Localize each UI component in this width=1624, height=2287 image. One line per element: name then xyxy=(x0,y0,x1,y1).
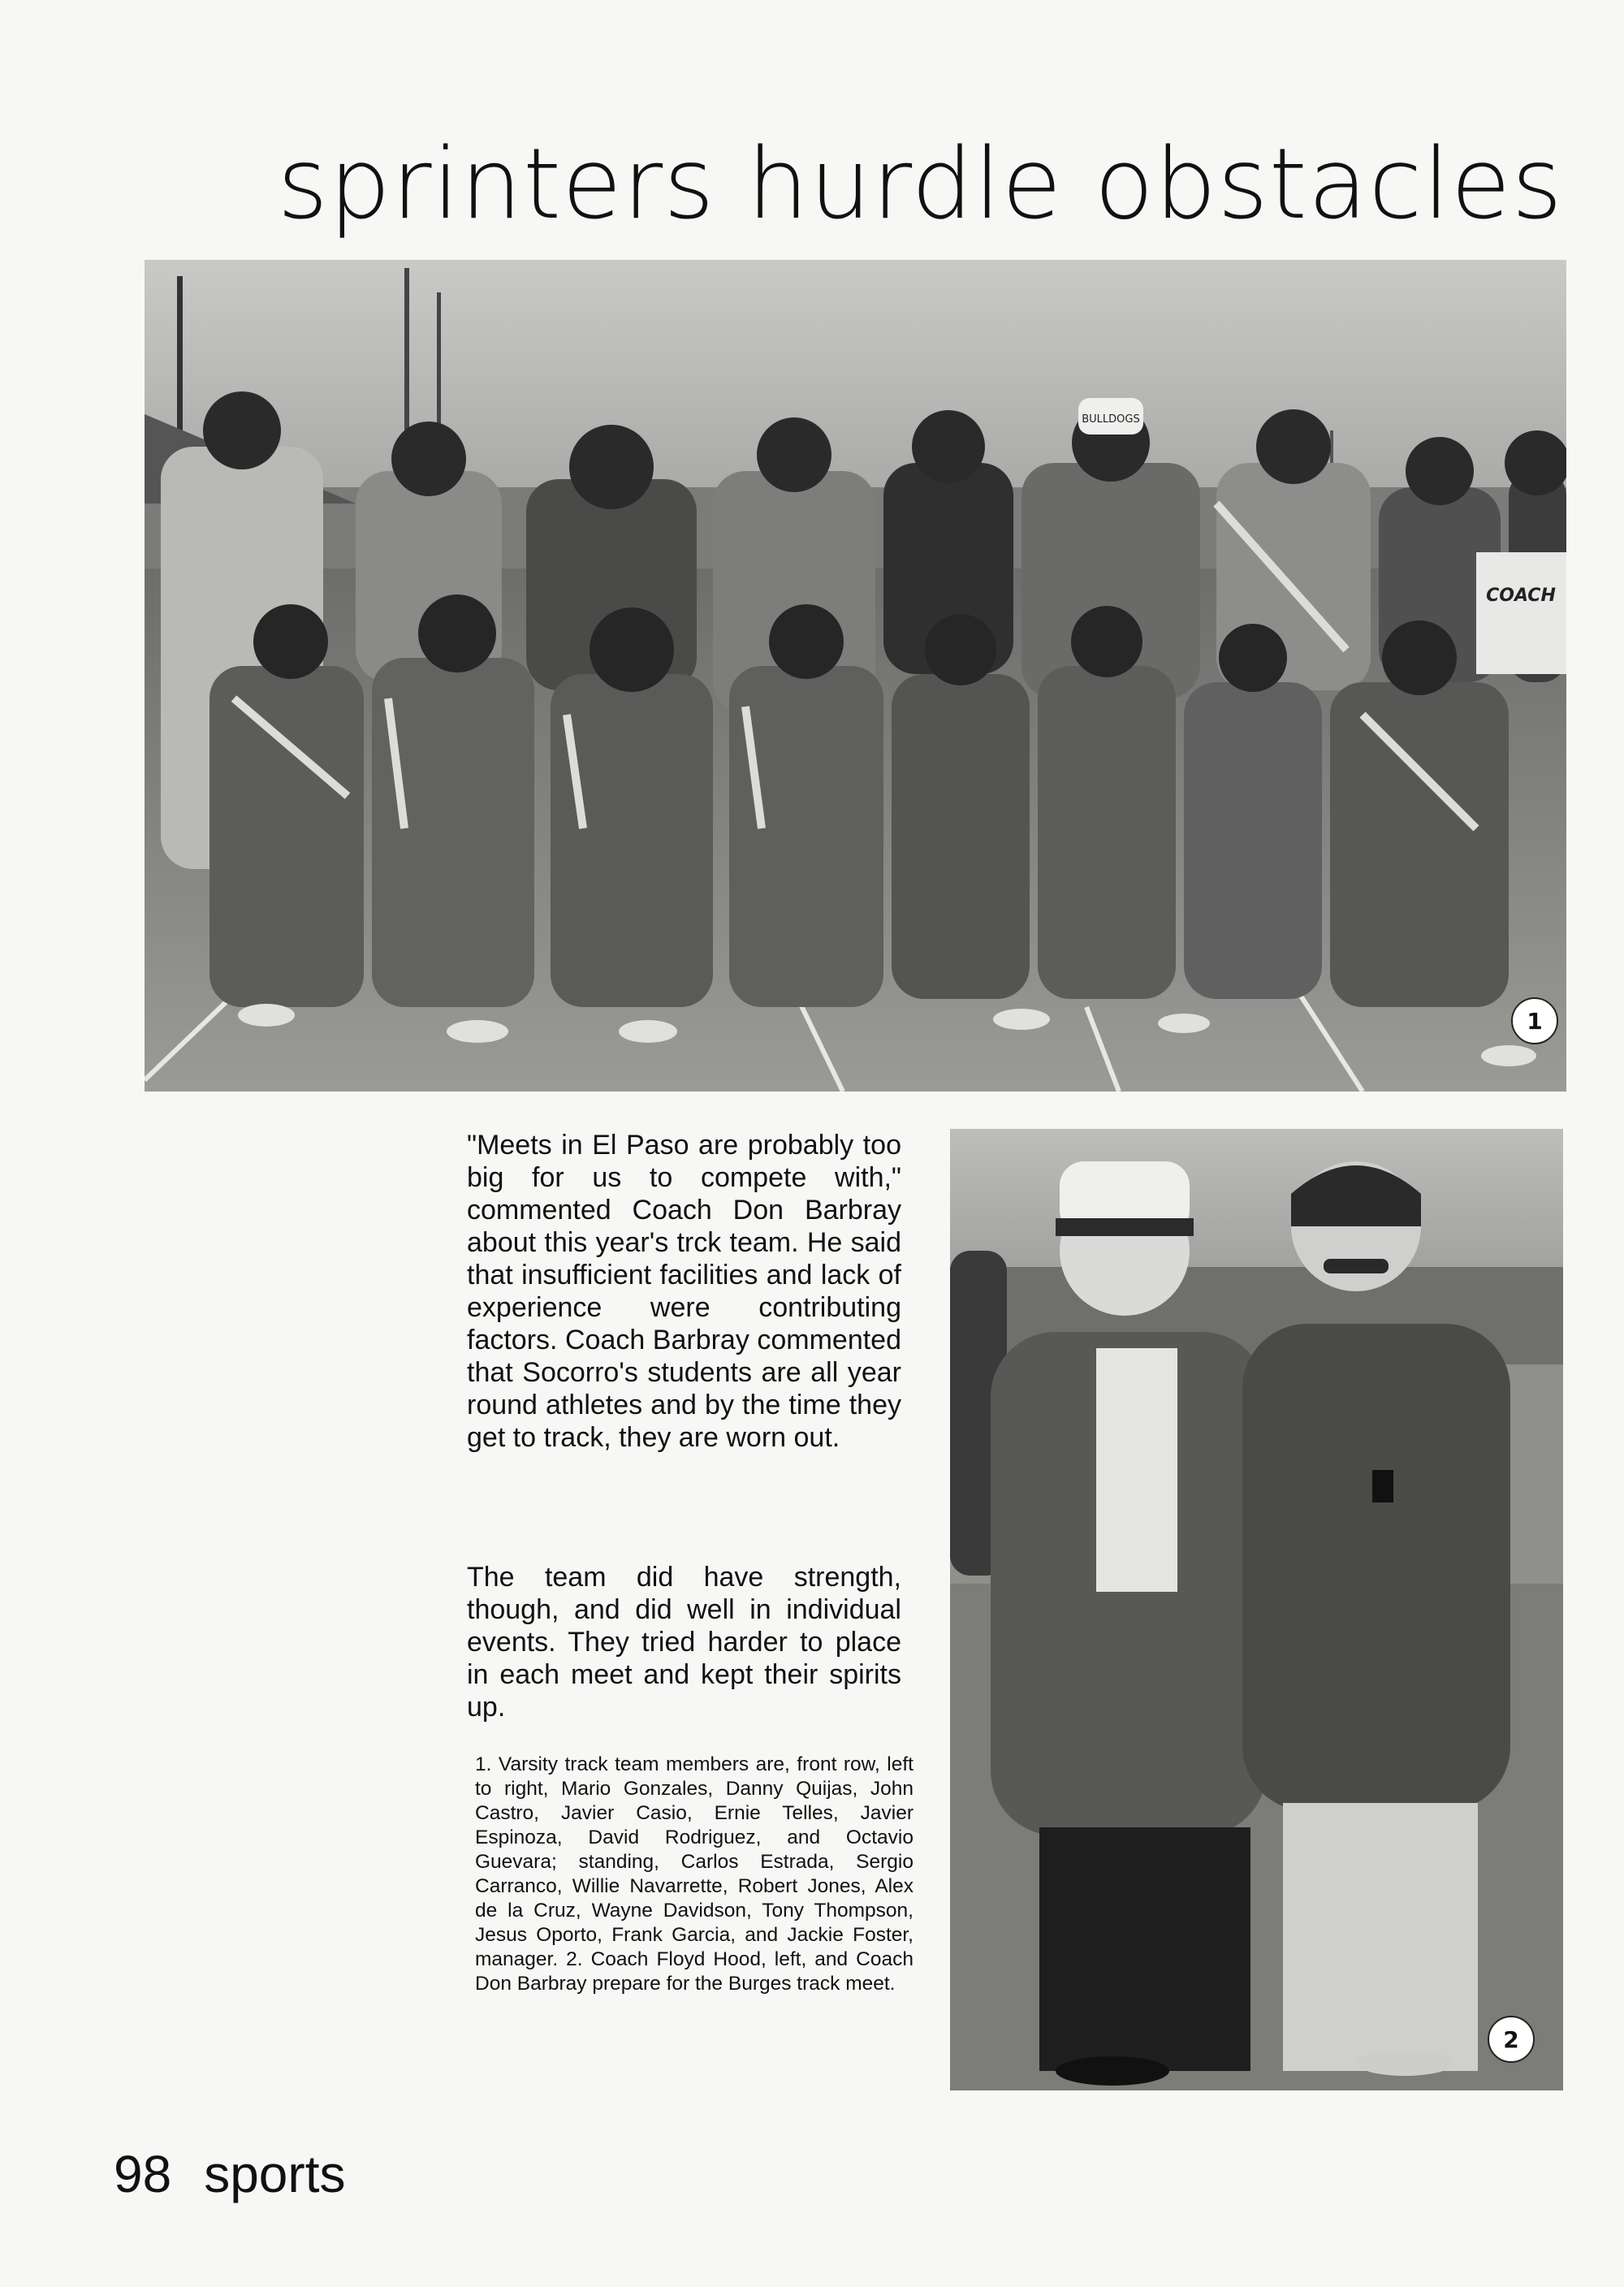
photo-caption: 1. Varsity track team members are, front row, left to right, Mario Gonzales, Danny Quijas, John Castro, Javier Casio, Ernie Telles, Javier Espinoza, David Rodriguez, and Octavio Guevara; standing, Carlos Estrada, Sergio Carranco, Willie Navarrette, Robert Jones, Alex de la Cruz, Wayne Davidson, Tony Thompson, Jesus Oporto, Frank Garcia, and Jackie Foster, manager. 2. Coach Floyd Hood, left, and Coach Don Barbray prepare for the Burges track meet. xyxy=(475,1753,914,1995)
coaches-photo xyxy=(950,1129,1563,2090)
photo-number-badge: 2 xyxy=(1488,2016,1535,2063)
page-folio xyxy=(114,2145,346,2203)
page-headline: sprinters hurdle obstacles xyxy=(277,128,1563,241)
article-paragraph: "Meets in El Paso are probably too big for us to compete with," commented Coach Don Barbray about this year's trck team. He said that insufficient facilities and lack of experience were contributing factors. Coach Barbray commented that Socorro's students are all year round athletes and by the time they get to track, they are worn out. xyxy=(467,1130,901,1453)
cap-lettering: BULLDOGS xyxy=(1082,413,1140,426)
team-photo xyxy=(145,260,1566,1092)
team-photo-image xyxy=(145,260,1566,1092)
section-name: sports xyxy=(204,2145,346,2203)
shirt-lettering: COACH xyxy=(1486,586,1556,606)
article-paragraph: The team did have strength, though, and did well in individual events. They tried harder to place in each meet and kept their spirits up. xyxy=(467,1562,901,1723)
coaches-photo-image xyxy=(950,1129,1563,2090)
page-number: 98 xyxy=(114,2145,172,2203)
photo-number-badge: 1 xyxy=(1511,997,1558,1044)
